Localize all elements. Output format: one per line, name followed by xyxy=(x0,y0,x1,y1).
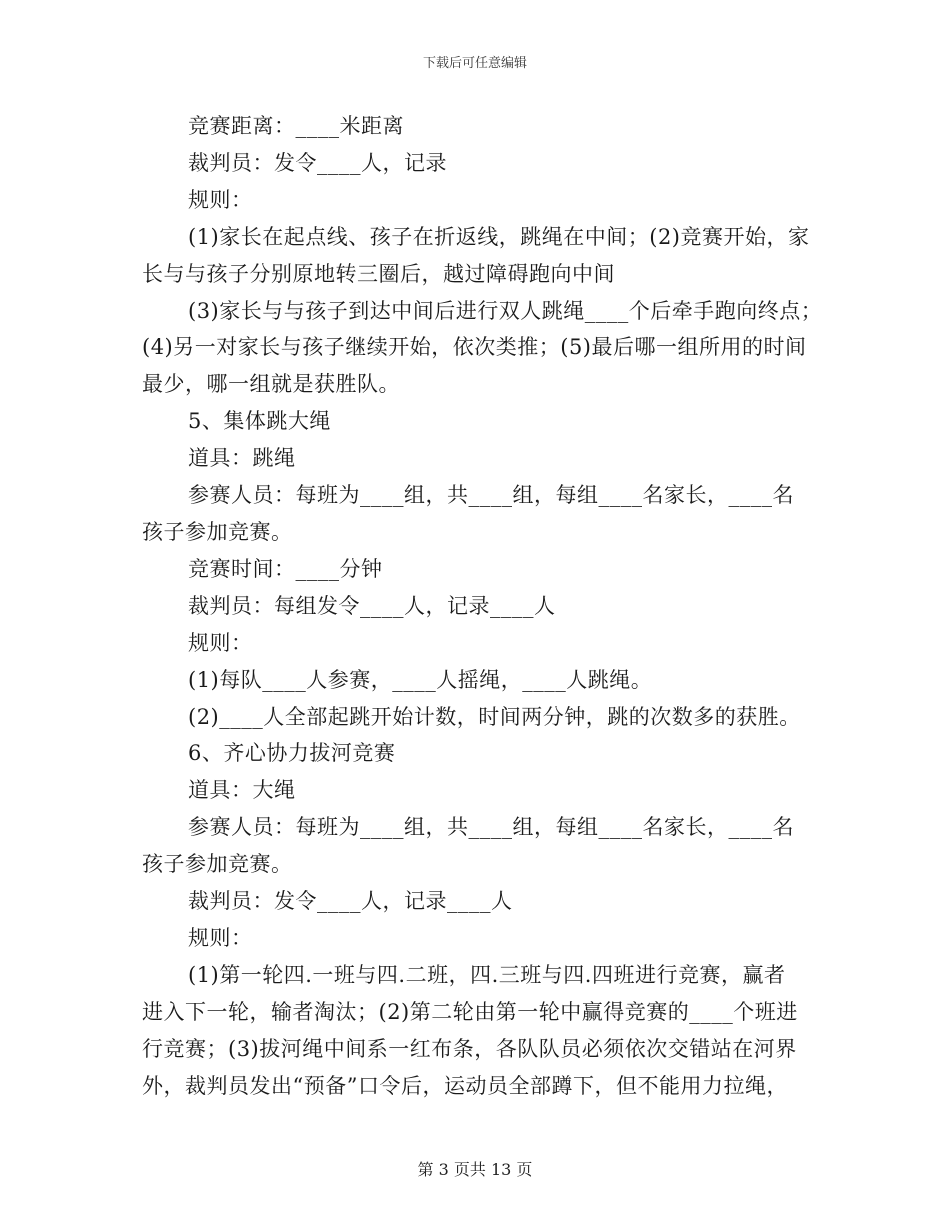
text-line: 裁判员：每组发令____人，记录____人 xyxy=(188,593,556,618)
section-heading: 6、齐心协力拔河竞赛 xyxy=(188,741,396,766)
text-line: 道具：大绳 xyxy=(188,778,296,803)
text-line: 裁判员：发令____人，记录 xyxy=(188,150,447,175)
text-line: (3)家长与与孩子到达中间后进行双人跳绳____个后牵手跑向终点； xyxy=(188,298,823,323)
text-line: (4)另一对家长与孩子继续开始，依次类推；(5)最后哪一组所用的时间 xyxy=(142,335,807,360)
text-line: 道具：跳绳 xyxy=(188,446,296,471)
text-line: 参赛人员：每班为____组，共____组，每组____名家长，____名 xyxy=(188,815,794,840)
section-heading: 5、集体跳大绳 xyxy=(188,409,331,434)
text-line: 规则： xyxy=(188,187,253,212)
text-line: 竞赛时间：____分钟 xyxy=(188,556,383,581)
text-line: (1)第一轮四.一班与四.二班，四.三班与四.四班进行竞赛，赢者 xyxy=(188,962,786,987)
text-line: (1)每队____人参赛，____人摇绳，____人跳绳。 xyxy=(188,667,653,692)
text-line: 长与与孩子分别原地转三圈后，越过障碍跑向中间 xyxy=(142,261,615,286)
text-line: 孩子参加竞赛。 xyxy=(142,519,293,544)
text-line: 孩子参加竞赛。 xyxy=(142,852,293,877)
page-header: 下载后可任意编辑 xyxy=(422,56,527,71)
text-line: 最少，哪一组就是获胜队。 xyxy=(142,372,400,397)
text-line: 进入下一轮，输者淘汰；(2)第二轮由第一轮中赢得竞赛的____个班进 xyxy=(142,999,798,1024)
text-line: 外，裁判员发出“预备”口令后，运动员全部蹲下，但不能用力拉绳， xyxy=(142,1073,788,1098)
text-line: 参赛人员：每班为____组，共____组，每组____名家长，____名 xyxy=(188,483,794,508)
text-line: 行竞赛；(3)拔河绳中间系一红布条，各队队员必须依次交错站在河界 xyxy=(142,1036,797,1061)
text-line: 裁判员：发令____人，记录____人 xyxy=(188,889,513,914)
text-line: 规则： xyxy=(188,630,253,655)
page-footer: 第 3 页共 13 页 xyxy=(417,1160,533,1179)
text-line: (2)____人全部起跳开始计数，时间两分钟，跳的次数多的获胜。 xyxy=(188,704,801,729)
text-line: 规则： xyxy=(188,925,253,950)
text-line: (1)家长在起点线、孩子在折返线，跳绳在中间；(2)竞赛开始，家 xyxy=(188,224,810,249)
text-line: 竞赛距离：____米距离 xyxy=(188,114,404,138)
document-body xyxy=(142,108,823,1104)
